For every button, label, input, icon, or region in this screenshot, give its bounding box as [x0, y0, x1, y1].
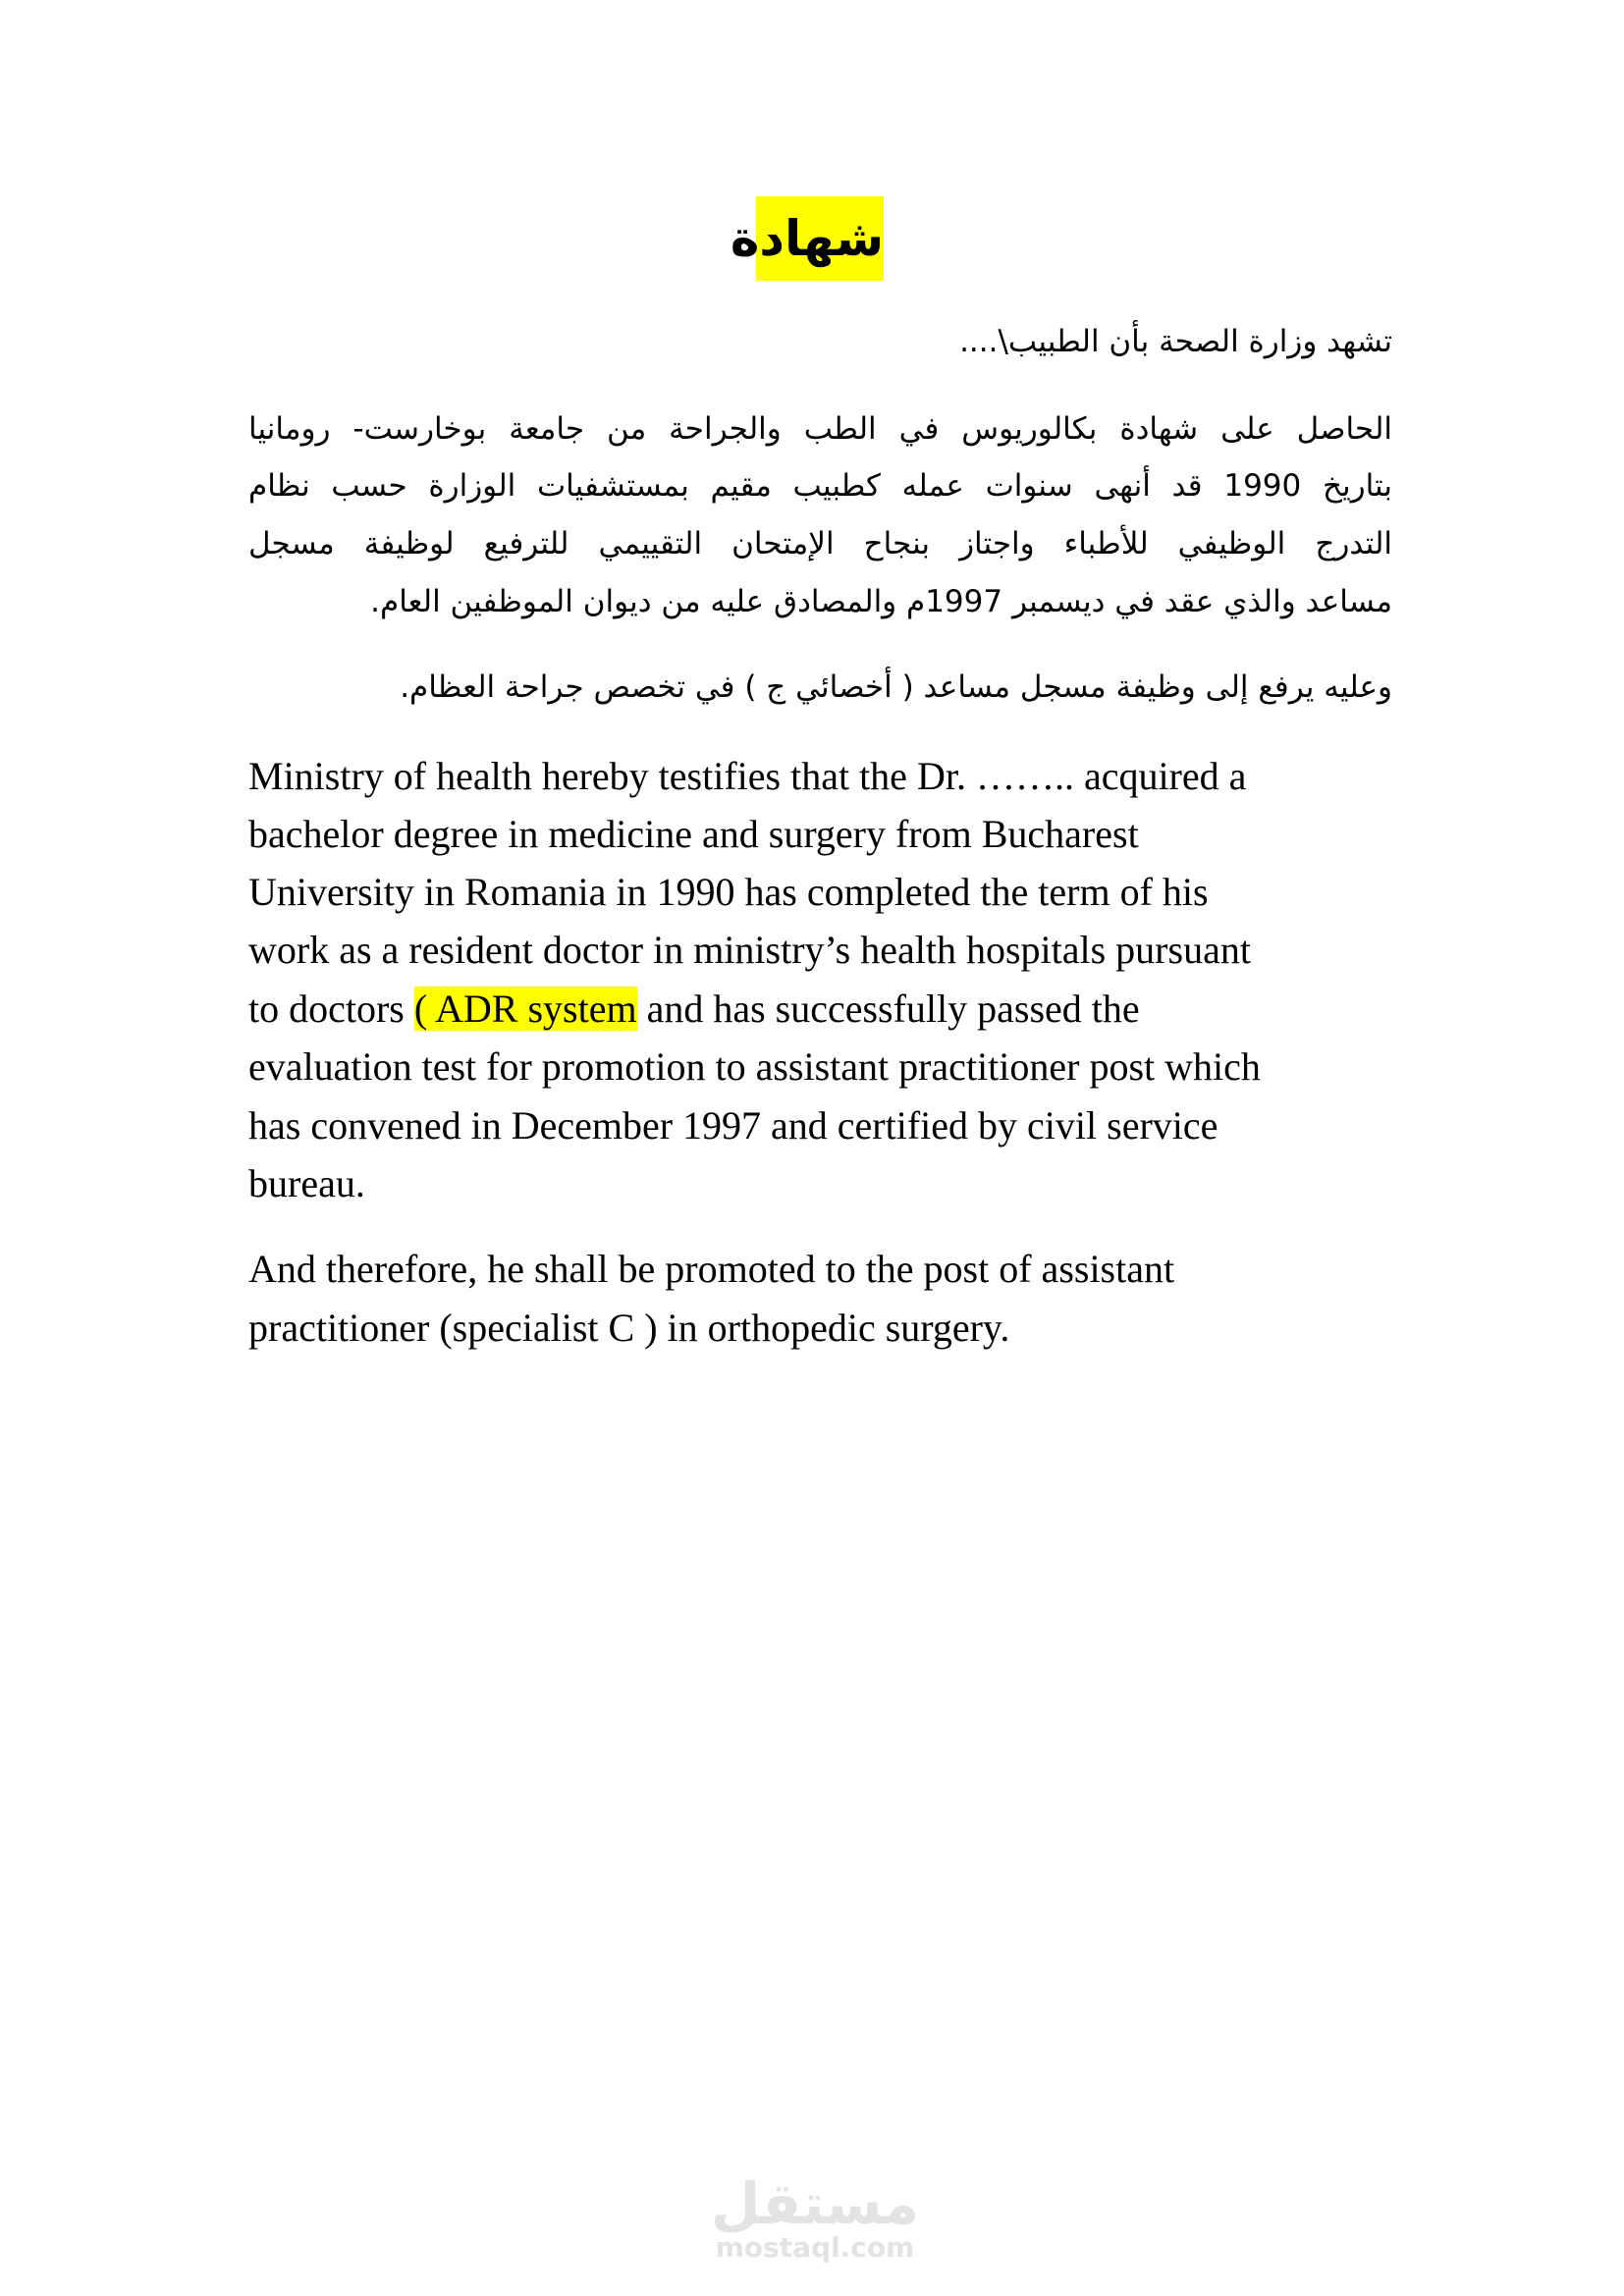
english-line: has convened in December 1997 and certified by civil service	[248, 1103, 1218, 1148]
document-title: شهادة	[756, 196, 884, 281]
mostaql-watermark	[707, 2170, 923, 2264]
english-line: And therefore, he shall be promoted to the post of assistant	[248, 1247, 1175, 1291]
arabic-paragraph-line: الحاصل على شهادة بكالوريوس في الطب والجراحة من جامعة بوخارست- رومانيا	[248, 411, 1392, 447]
english-line: practitioner (specialist C ) in orthopedic surgery.	[248, 1306, 1010, 1350]
english-line: bachelor degree in medicine and surgery from Bucharest	[248, 812, 1139, 856]
english-line: work as a resident doctor in ministry’s health hospitals pursuant	[248, 928, 1251, 972]
english-line: bureau.	[248, 1161, 365, 1205]
english-text: and has successfully passed the	[636, 987, 1140, 1031]
highlighted-adr-system: ( ADR system	[413, 987, 637, 1031]
arabic-paragraph-line: بتاريخ 1990 قد أنهى سنوات عمله كطبيب مقيم بمستشفيات الوزارة حسب نظام	[248, 468, 1392, 504]
english-line: Ministry of health hereby testifies that the Dr. …….. acquired a	[248, 754, 1247, 798]
english-text: to doctors	[248, 987, 414, 1031]
english-line	[248, 985, 1140, 1034]
watermark-arabic: مستقل	[710, 2170, 920, 2237]
arabic-promotion-line: وعليه يرفع إلى وظيفة مسجل مساعد ( أخصائي ج ) في تخصص جراحة العظام.	[400, 669, 1392, 705]
arabic-paragraph-line: التدرج الوظيفي للأطباء واجتاز بنجاح الإمتحان التقييمي للترفيع لوظيفة مسجل	[248, 526, 1392, 561]
watermark-latin: mostaql.com	[715, 2231, 915, 2264]
arabic-paragraph-line: مساعد والذي عقد في ديسمبر 1997م والمصادق عليه من ديوان الموظفين العام.	[370, 584, 1392, 619]
arabic-intro: تشهد وزارة الصحة بأن الطبيب\....	[959, 324, 1392, 359]
english-line: evaluation test for promotion to assistant practitioner post which	[248, 1044, 1261, 1089]
english-line: University in Romania in 1990 has completed the term of his	[248, 870, 1209, 914]
